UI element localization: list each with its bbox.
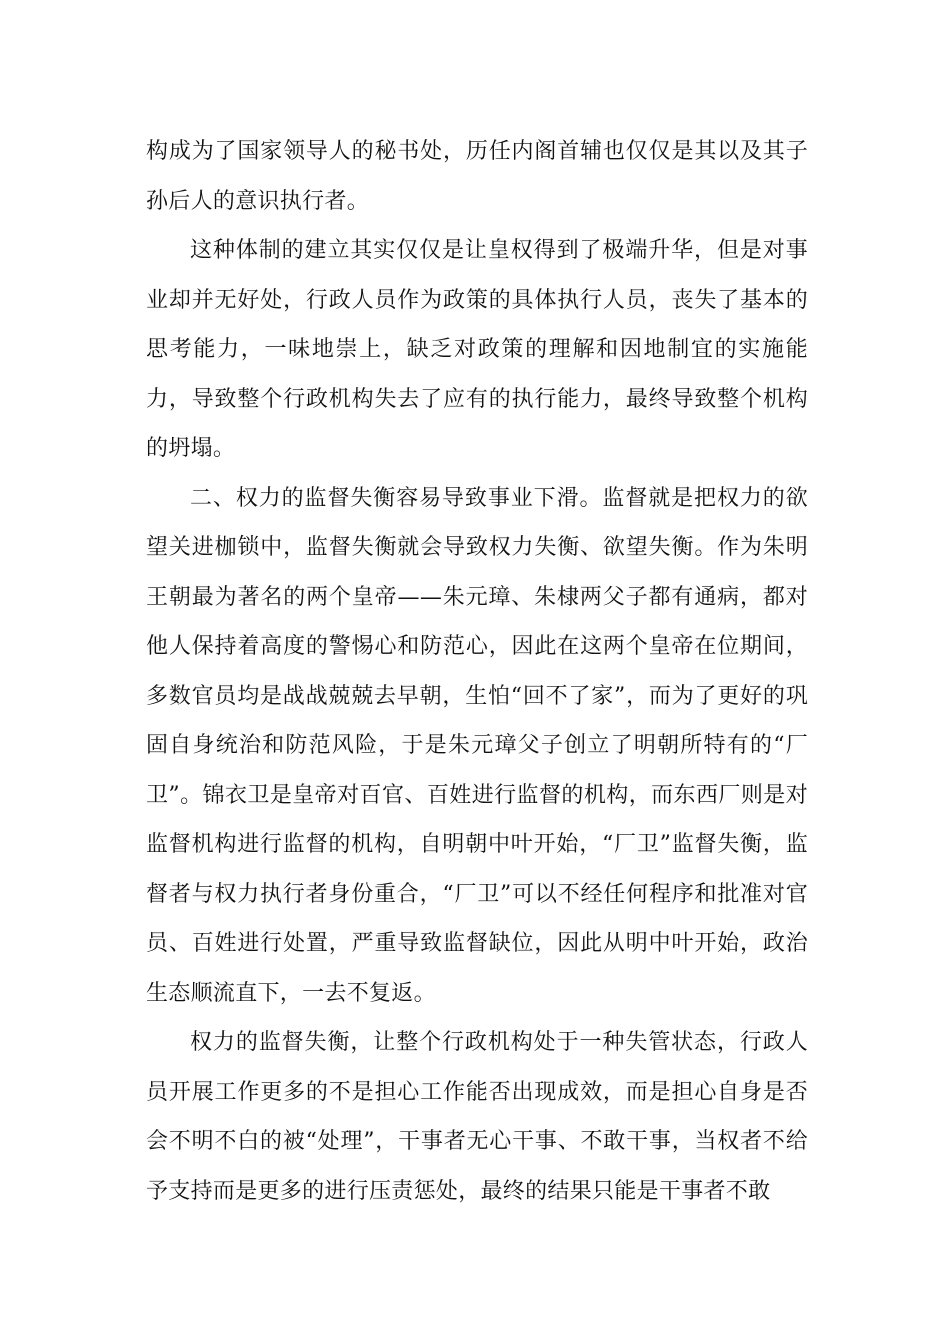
paragraph-supervision-consequences: 权力的监督失衡，让整个行政机构处于一种失管状态，行政人员开展工作更多的不是担心工作能否出现成效，而是担心自身是否会不明不白的被“处理”，干事者无心干事、不敢干事，当权者不给予支持而是更多的进行压责惩处，最终的结果只能是干事者不敢 [146,1030,808,1204]
paragraph-supervision-imbalance: 二、权力的监督失衡容易导致事业下滑。监督就是把权力的欲望关进枷锁中，监督失衡就会导致权力失衡、欲望失衡。作为朱明王朝最为著名的两个皇帝——朱元璋、朱棣两父子都有通病，都对他人保持着高度的警惕心和防范心，因此在这两个皇帝在位期间，多数官员均是战战兢兢去早朝，生怕“回不了家”，而为了更好的巩固自身统治和防范风险，于是朱元璋父子创立了明朝所特有的“厂卫”。锦衣卫是皇帝对百官、百姓进行监督的机构，而东西厂则是对监督机构进行监督的机构，自明朝中叶开始，“厂卫”监督失衡，监督者与权力执行者身份重合，“厂卫”可以不经任何程序和批准对官员、百姓进行处置，严重导致监督缺位，因此从明中叶开始，政治生态顺流直下，一去不复返。 [146,485,808,1006]
paragraph-continuation: 构成为了国家领导人的秘书处，历任内阁首辅也仅仅是其以及其子孙后人的意识执行者。 [146,139,808,214]
document-body [146,127,808,1216]
paragraph-system-effects: 这种体制的建立其实仅仅是让皇权得到了极端升华，但是对事业却并无好处，行政人员作为政策的具体执行人员，丧失了基本的思考能力，一味地崇上，缺乏对政策的理解和因地制宜的实施能力，导致整个行政机构失去了应有的执行能力，最终导致整个机构的坍塌。 [146,238,808,461]
